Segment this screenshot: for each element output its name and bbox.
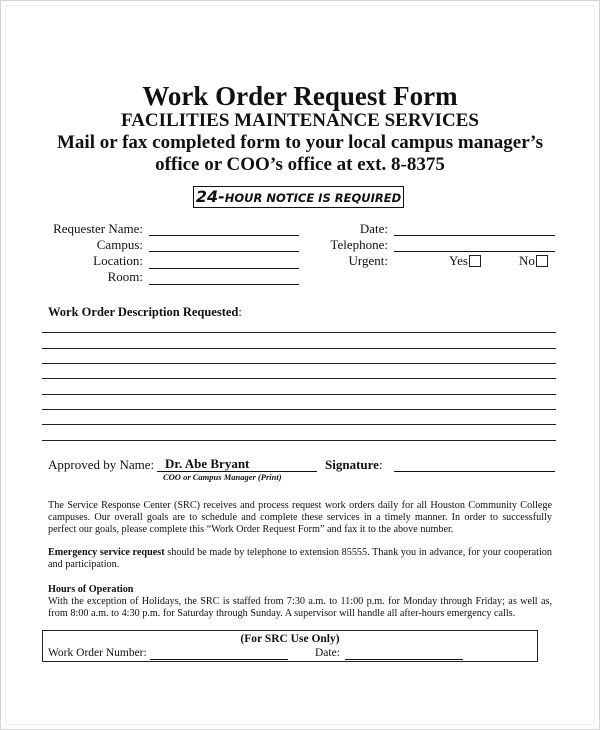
signature-field[interactable] (394, 471, 555, 472)
urgent-yes-checkbox[interactable] (469, 255, 481, 267)
instruction-line-2: office or COO’s office at ext. 8-8375 (155, 154, 445, 175)
location-field[interactable] (149, 268, 299, 269)
hours-paragraph: With the exception of Holidays, the SRC is staffed from 7:30 a.m. to 11:00 p.m. for Monday through Friday; as well as, from 8:00 a.m. to 4:30 p.m. for Saturday through Sunday. A supervisor will handle all after-hours emergency calls. (48, 596, 552, 619)
room-field[interactable] (149, 284, 299, 285)
signature-label-text: Signature (325, 457, 379, 472)
room-label: Room: (107, 269, 143, 284)
urgent-yes-label: Yes (449, 253, 468, 268)
description-line-3[interactable] (42, 363, 556, 364)
telephone-field[interactable] (394, 251, 555, 252)
notice-text: HOUR NOTICE IS REQUIRED (224, 191, 402, 205)
signature-colon: : (378, 457, 383, 472)
instruction-line-1: Mail or fax completed form to your local campus manager’s (57, 132, 543, 153)
src-date-label: Date: (315, 647, 340, 659)
notice-box (193, 186, 404, 208)
emergency-text: should be made by telephone to extension 85555. Thank you in advance, for your cooperation and participation. (48, 547, 552, 570)
urgent-no-option[interactable] (519, 253, 548, 269)
description-heading-text: Work Order Description Requested (48, 305, 239, 319)
approved-by-label: Approved by Name: (48, 457, 155, 472)
description-line-8[interactable] (42, 440, 556, 441)
emergency-paragraph (48, 547, 552, 571)
description-line-4[interactable] (42, 378, 556, 379)
description-line-6[interactable] (42, 409, 556, 410)
requester-name-field[interactable] (149, 235, 299, 236)
description-line-5[interactable] (42, 394, 556, 395)
emergency-bold-text: Emergency service request (48, 547, 165, 558)
description-line-1[interactable] (42, 332, 556, 333)
campus-label: Campus: (96, 237, 143, 252)
approver-caption: COO or Campus Manager (Print) (163, 472, 282, 482)
urgent-label: Urgent: (348, 253, 388, 268)
form-subtitle: FACILITIES MAINTENANCE SERVICES (121, 110, 479, 131)
hours-heading: Hours of Operation (48, 584, 134, 595)
urgent-no-checkbox[interactable] (536, 255, 548, 267)
src-use-heading: (For SRC Use Only) (240, 633, 340, 645)
signature-label (325, 457, 383, 473)
urgent-no-label: No (519, 253, 535, 268)
work-order-number-label: Work Order Number: (48, 647, 147, 659)
date-field[interactable] (394, 235, 555, 236)
date-label: Date: (359, 221, 388, 236)
location-label: Location: (93, 253, 143, 268)
description-heading (48, 304, 242, 320)
description-line-2[interactable] (42, 348, 556, 349)
telephone-label: Telephone: (330, 237, 388, 252)
campus-field[interactable] (149, 251, 299, 252)
approver-name: Dr. Abe Bryant (165, 456, 250, 471)
src-date-field[interactable] (345, 659, 463, 660)
requester-name-label: Requester Name: (53, 221, 143, 236)
notice-prefix: 24- (195, 187, 225, 206)
description-line-7[interactable] (42, 424, 556, 425)
form-title: Work Order Request Form (142, 81, 458, 111)
src-intro-paragraph: The Service Response Center (SRC) receives and process request work orders daily for all Houston Community College campuses. Our overall goals are to schedule and complete these services in a timely manner. In order to successfully perfect our goals, please complete this “Work Order Request Form” and fax it to the above number. (48, 500, 552, 535)
urgent-yes-option[interactable] (449, 253, 481, 269)
work-order-number-field[interactable] (150, 659, 288, 660)
description-heading-colon: : (238, 305, 242, 319)
